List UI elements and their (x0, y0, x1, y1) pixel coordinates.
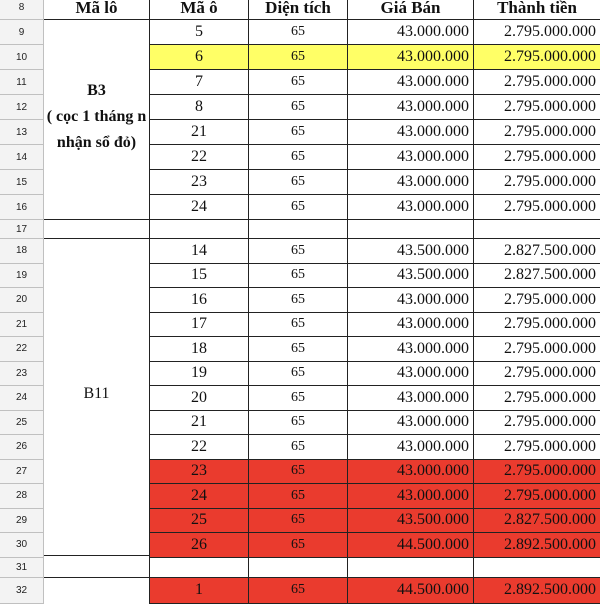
cell-thanh-tien[interactable]: 2.795.000.000 (474, 120, 600, 145)
row-number[interactable]: 12 (0, 95, 44, 120)
cell-dien-tich[interactable]: 65 (249, 70, 348, 95)
cell-ma-o[interactable]: 17 (150, 313, 249, 338)
cell-gia-ban[interactable] (348, 558, 474, 578)
row-number[interactable]: 16 (0, 195, 44, 220)
cell-ma-o[interactable]: 7 (150, 70, 249, 95)
row-number[interactable]: 13 (0, 120, 44, 145)
cell-ma-o[interactable] (150, 220, 249, 239)
cell-ma-o[interactable]: 19 (150, 362, 249, 387)
row-number[interactable]: 28 (0, 484, 44, 509)
cell-gia-ban[interactable]: 43.000.000 (348, 195, 474, 220)
cell-dien-tich[interactable]: 65 (249, 411, 348, 436)
cell-gia-ban[interactable]: 43.000.000 (348, 386, 474, 411)
merged-cell-b11[interactable] (44, 239, 150, 556)
cell-ma-o[interactable]: 22 (150, 435, 249, 460)
cell-thanh-tien[interactable]: 2.795.000.000 (474, 460, 600, 485)
cell-gia-ban[interactable]: 44.500.000 (348, 578, 474, 604)
cell-gia-ban[interactable]: 43.000.000 (348, 95, 474, 120)
header-row (0, 0, 600, 20)
row-number[interactable]: 23 (0, 362, 44, 387)
cell-gia-ban[interactable]: 43.000.000 (348, 145, 474, 170)
cell-gia-ban[interactable]: 44.500.000 (348, 533, 474, 558)
cell-thanh-tien[interactable]: 2.795.000.000 (474, 337, 600, 362)
row-number[interactable]: 31 (0, 558, 44, 578)
cell-ma-o[interactable]: 21 (150, 411, 249, 436)
row-number[interactable]: 22 (0, 337, 44, 362)
table-row (0, 558, 600, 578)
cell-ma-o[interactable]: 21 (150, 120, 249, 145)
cell-thanh-tien[interactable]: 2.795.000.000 (474, 313, 600, 338)
header-gia-ban[interactable]: Giá Bán (348, 0, 474, 20)
cell-gia-ban[interactable]: 43.000.000 (348, 484, 474, 509)
cell-gia-ban[interactable]: 43.500.000 (348, 509, 474, 534)
row-number[interactable]: 18 (0, 239, 44, 264)
cell-thanh-tien[interactable]: 2.795.000.000 (474, 95, 600, 120)
header-ma-o[interactable]: Mã ô (150, 0, 249, 20)
cell-gia-ban[interactable]: 43.000.000 (348, 435, 474, 460)
cell-thanh-tien[interactable]: 2.827.500.000 (474, 264, 600, 289)
cell-thanh-tien[interactable]: 2.795.000.000 (474, 386, 600, 411)
cell-thanh-tien[interactable]: 2.795.000.000 (474, 411, 600, 436)
row-number[interactable]: 20 (0, 288, 44, 313)
row-number[interactable]: 25 (0, 411, 44, 436)
header-dien-tich[interactable]: Diện tích (249, 0, 348, 20)
cell-dien-tich[interactable] (249, 220, 348, 239)
cell-gia-ban[interactable]: 43.000.000 (348, 20, 474, 45)
cell-dien-tich[interactable]: 65 (249, 337, 348, 362)
cell-gia-ban[interactable] (348, 220, 474, 239)
cell-thanh-tien[interactable] (474, 558, 600, 578)
cell-thanh-tien[interactable]: 2.827.500.000 (474, 509, 600, 534)
cell-dien-tich[interactable]: 65 (249, 239, 348, 264)
cell-thanh-tien[interactable]: 2.892.500.000 (474, 578, 600, 604)
cell-dien-tich[interactable]: 65 (249, 120, 348, 145)
cell-dien-tich[interactable]: 65 (249, 45, 348, 70)
cell-thanh-tien[interactable]: 2.795.000.000 (474, 170, 600, 195)
cell-dien-tich[interactable]: 65 (249, 460, 348, 485)
cell-thanh-tien[interactable]: 2.795.000.000 (474, 45, 600, 70)
cell-gia-ban[interactable]: 43.000.000 (348, 70, 474, 95)
cell-gia-ban[interactable]: 43.500.000 (348, 264, 474, 289)
cell-ma-o[interactable]: 1 (150, 578, 249, 604)
row-number[interactable]: 29 (0, 509, 44, 534)
b3-note-line-2: nhận sổ đỏ) (56, 134, 137, 151)
cell-gia-ban[interactable]: 43.000.000 (348, 411, 474, 436)
cell-thanh-tien[interactable]: 2.795.000.000 (474, 288, 600, 313)
row-number[interactable]: 14 (0, 145, 44, 170)
cell-thanh-tien[interactable] (474, 220, 600, 239)
merged-cell-b3[interactable] (44, 20, 150, 220)
row-number[interactable]: 11 (0, 70, 44, 95)
row-number[interactable]: 9 (0, 20, 44, 45)
b3-label: B3 (87, 82, 106, 99)
row-number[interactable]: 10 (0, 45, 44, 70)
cell-dien-tich[interactable]: 65 (249, 195, 348, 220)
cell-dien-tich[interactable]: 65 (249, 386, 348, 411)
cell-ma-o[interactable]: 5 (150, 20, 249, 45)
cell-ma-o[interactable]: 18 (150, 337, 249, 362)
row-number[interactable]: 30 (0, 533, 44, 558)
cell-ma-o[interactable]: 14 (150, 239, 249, 264)
cell-ma-o[interactable]: 26 (150, 533, 249, 558)
header-ma-lo[interactable]: Mã lô (44, 0, 150, 20)
row-number[interactable]: 17 (0, 220, 44, 239)
cell-dien-tich[interactable]: 65 (249, 20, 348, 45)
cell-thanh-tien[interactable]: 2.795.000.000 (474, 70, 600, 95)
header-thanh-tien[interactable]: Thành tiền (474, 0, 600, 20)
cell-gia-ban[interactable]: 43.000.000 (348, 120, 474, 145)
cell-gia-ban[interactable]: 43.000.000 (348, 460, 474, 485)
cell-ma-lo[interactable] (44, 220, 150, 239)
cell-thanh-tien[interactable]: 2.892.500.000 (474, 533, 600, 558)
cell-dien-tich[interactable]: 65 (249, 362, 348, 387)
cell-gia-ban[interactable]: 43.000.000 (348, 288, 474, 313)
cell-ma-o[interactable]: 24 (150, 195, 249, 220)
cell-ma-o[interactable]: 23 (150, 460, 249, 485)
cell-ma-o[interactable] (150, 558, 249, 578)
cell-ma-o[interactable]: 20 (150, 386, 249, 411)
cell-thanh-tien[interactable]: 2.795.000.000 (474, 195, 600, 220)
cell-ma-o[interactable]: 15 (150, 264, 249, 289)
cell-ma-o[interactable]: 8 (150, 95, 249, 120)
table-row (0, 220, 600, 239)
cell-dien-tich[interactable]: 65 (249, 170, 348, 195)
cell-thanh-tien[interactable]: 2.795.000.000 (474, 484, 600, 509)
cell-ma-o[interactable]: 6 (150, 45, 249, 70)
row-number[interactable]: 15 (0, 170, 44, 195)
cell-dien-tich[interactable]: 65 (249, 533, 348, 558)
row-number[interactable]: 27 (0, 460, 44, 485)
b11-label: B11 (83, 385, 110, 402)
cell-thanh-tien[interactable]: 2.827.500.000 (474, 239, 600, 264)
row-number[interactable]: 19 (0, 264, 44, 289)
cell-ma-lo[interactable] (44, 558, 150, 578)
cell-gia-ban[interactable]: 43.000.000 (348, 337, 474, 362)
cell-thanh-tien[interactable]: 2.795.000.000 (474, 435, 600, 460)
cell-ma-o[interactable]: 22 (150, 145, 249, 170)
cell-gia-ban[interactable]: 43.000.000 (348, 313, 474, 338)
cell-thanh-tien[interactable]: 2.795.000.000 (474, 362, 600, 387)
cell-dien-tich[interactable]: 65 (249, 145, 348, 170)
row-number[interactable]: 26 (0, 435, 44, 460)
cell-dien-tich[interactable]: 65 (249, 484, 348, 509)
cell-dien-tich[interactable]: 65 (249, 435, 348, 460)
cell-ma-o[interactable]: 25 (150, 509, 249, 534)
cell-gia-ban[interactable]: 43.000.000 (348, 362, 474, 387)
row-number[interactable]: 32 (0, 578, 44, 604)
row-number[interactable]: 24 (0, 386, 44, 411)
cell-ma-o[interactable]: 23 (150, 170, 249, 195)
row-number[interactable]: 21 (0, 313, 44, 338)
cell-dien-tich[interactable]: 65 (249, 95, 348, 120)
row-number-8[interactable]: 8 (0, 0, 44, 20)
cell-gia-ban[interactable]: 43.000.000 (348, 45, 474, 70)
cell-ma-o[interactable]: 16 (150, 288, 249, 313)
cell-dien-tich[interactable]: 65 (249, 509, 348, 534)
cell-gia-ban[interactable]: 43.000.000 (348, 170, 474, 195)
b3-note-line-1: ( cọc 1 tháng n (46, 108, 147, 125)
cell-dien-tich[interactable]: 65 (249, 578, 348, 604)
cell-dien-tich[interactable]: 65 (249, 264, 348, 289)
cell-gia-ban[interactable]: 43.500.000 (348, 239, 474, 264)
cell-dien-tich[interactable]: 65 (249, 288, 348, 313)
cell-thanh-tien[interactable]: 2.795.000.000 (474, 145, 600, 170)
cell-thanh-tien[interactable]: 2.795.000.000 (474, 20, 600, 45)
cell-dien-tich[interactable] (249, 558, 348, 578)
cell-dien-tich[interactable]: 65 (249, 313, 348, 338)
cell-ma-o[interactable]: 24 (150, 484, 249, 509)
